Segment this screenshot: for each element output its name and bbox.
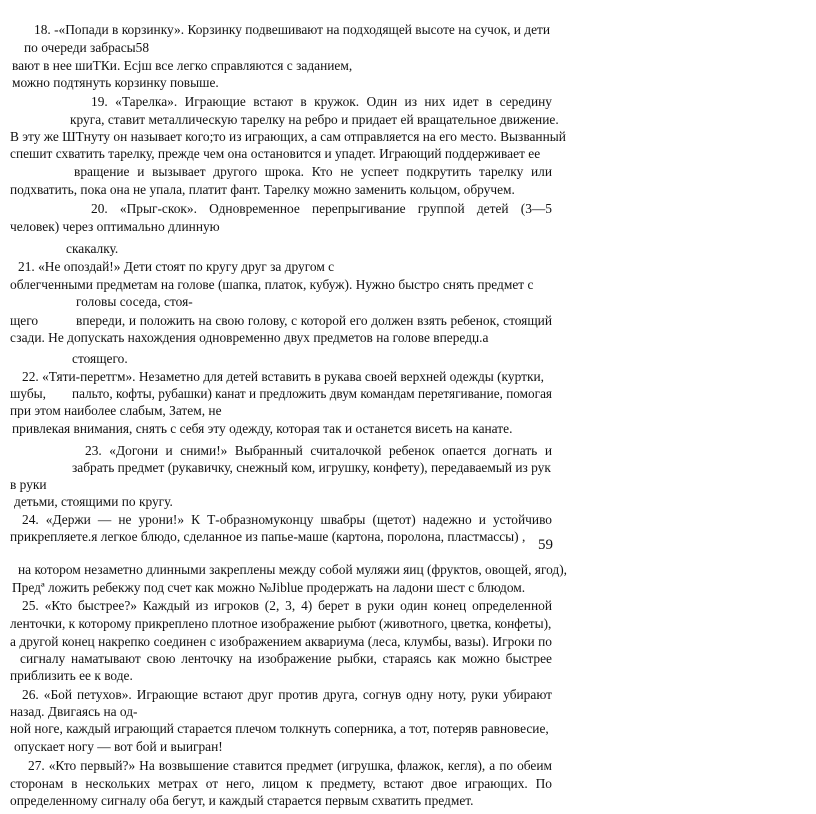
text-line: забрать предмет (рукавичку, снежный ком, игрушку, конфету), передаваемый из рук — [72, 460, 551, 475]
text-line: 20. «Прыг-скок». Одновременное перепрыгивание группой детей (3—5 — [91, 201, 552, 216]
text-line: 22. «Тяти-перетгм». Незаметно для детей вставить в рукава своей верхней одежды (куртки, — [22, 369, 544, 384]
text-line: а другой конец накрепко соединен с изображением аквариума (леса, клумбы, вазы). Игроки по — [10, 634, 552, 649]
text-line: 19. «Тарелка». Играющие встают в кружок. Один из них идет в середину — [91, 94, 552, 109]
text-line: впереди, и положить на свою голову, с которой его должен взять ребенок, стоящий — [76, 313, 552, 328]
text-line: вают в нее шиТКи. Есјш все легко справляются с заданием, — [12, 58, 353, 73]
text-line: головы соседа, стоя- — [76, 294, 193, 309]
text-line: 24. «Держи — не урони!» К Т-образномуконцу швабры (щетот) надежно и устойчиво — [22, 512, 552, 527]
text-line: 18. -«Попади в корзинку». Корзинку подвешивают на подходящей высоте на сучок, и дети — [34, 22, 551, 37]
text-line: В эту же ШТнуту он называет кого;то из играющих, а сам отправляется на его место. Вызванный — [10, 129, 566, 144]
page-number: 59 — [538, 537, 553, 553]
text-line: шубы, — [10, 386, 46, 401]
text-line: опускает ногу — вот бой и выигран! — [14, 739, 223, 754]
text-line: сигналу наматывают свою ленточку на изображение рыбки, стараясь как можно быстрее — [20, 651, 552, 666]
text-line: назад. Двигаясь на од- — [10, 704, 138, 719]
text-line: спешит схватить тарелку, прежде чем она остановится и упадет. Играющий поддерживает ее — [10, 146, 541, 161]
text-line: 25. «Кто быстрее?» Каждый из игроков (2, 3, 4) берет в руки один конец определенной — [22, 598, 552, 613]
text-line: Предª ложить ребекжу под счет как можно №Jiblue продержать на ладони шест с блюдом. — [12, 580, 526, 595]
text-line: 27. «Кто первый?» На возвышение ставится предмет (игрушка, флажок, кегля), а по обеим — [28, 758, 552, 773]
text-line: подхватить, пока она не упала, платит фант. Тарелку можно заменить кольцом, обручем. — [10, 182, 515, 197]
text-line: детьми, стоящими по кругу. — [14, 494, 173, 509]
text-line: в руки — [10, 477, 47, 492]
text-line: прикрепляете.я легкое блюдо, сделанное из папье-маше (картона, поролона, пластмассы) , — [10, 529, 526, 544]
text-line: 26. «Бой петухов». Играющие встают друг против друга, согнув одну ноту, руки убирают — [22, 687, 552, 702]
text-line: ленточки, к которому прикреплено плотное изображение рыбют (животного, цветка, конфеты), — [10, 616, 552, 631]
text-line: облегченными предметам на голове (шапка, платок, кубуж). Нужно быстро снять предмет с — [10, 277, 534, 292]
text-line: можно подтянуть корзинку повыше. — [12, 75, 219, 90]
text-line: на котором незаметно длинными закреплены между собой муляжи яиц (фруктов, овощей, ягод), — [18, 562, 568, 577]
text-line: сзади. Не допускать нахождения одновременно двух предметов на голове впередџ.а — [10, 330, 489, 345]
text-line: при этом наиболее слабым, Затем, не — [10, 403, 222, 418]
text-line: круга, ставит металлическую тарелку на ребро и придает ей вращательное движение. — [70, 112, 559, 127]
text-line: скакалку. — [66, 241, 119, 256]
text-line: привлекая внимания, снять с себя эту одежду, которая так и останется висеть на канате. — [12, 421, 513, 436]
text-line: пальто, кофты, рубашки) канат и предложить двум командам перетягивание, помогая — [72, 386, 553, 401]
text-line: приблизить ее к воде. — [10, 668, 133, 683]
text-line: вращение и вызывает другого шрока. Кто не успеет подкрутить тарелку или — [74, 164, 552, 179]
text-line: ной ноге, каждый играющий старается плечом толкнуть соперника, а тот, потеряв равновесие, — [10, 721, 549, 736]
text-line: стоящего. — [72, 351, 128, 366]
text-line: 23. «Догони и сними!» Выбранный считалочкой ребенок опается догнать и — [85, 443, 552, 458]
text-line: по очереди забрасы58 — [24, 40, 150, 55]
text-line: определенному сигналу оба бегут, и каждый старается первым схватить предмет. — [10, 793, 474, 808]
text-line: щего — [10, 313, 39, 328]
text-line: сторонам в нескольких метрах от него, лицом к предмету, встают двое играющих. По — [10, 776, 552, 791]
text-line: 21. «Не опоздай!» Дети стоят по кругу друг за другом с — [18, 259, 335, 274]
text-line: человек) через оптимально длинную — [10, 219, 220, 234]
